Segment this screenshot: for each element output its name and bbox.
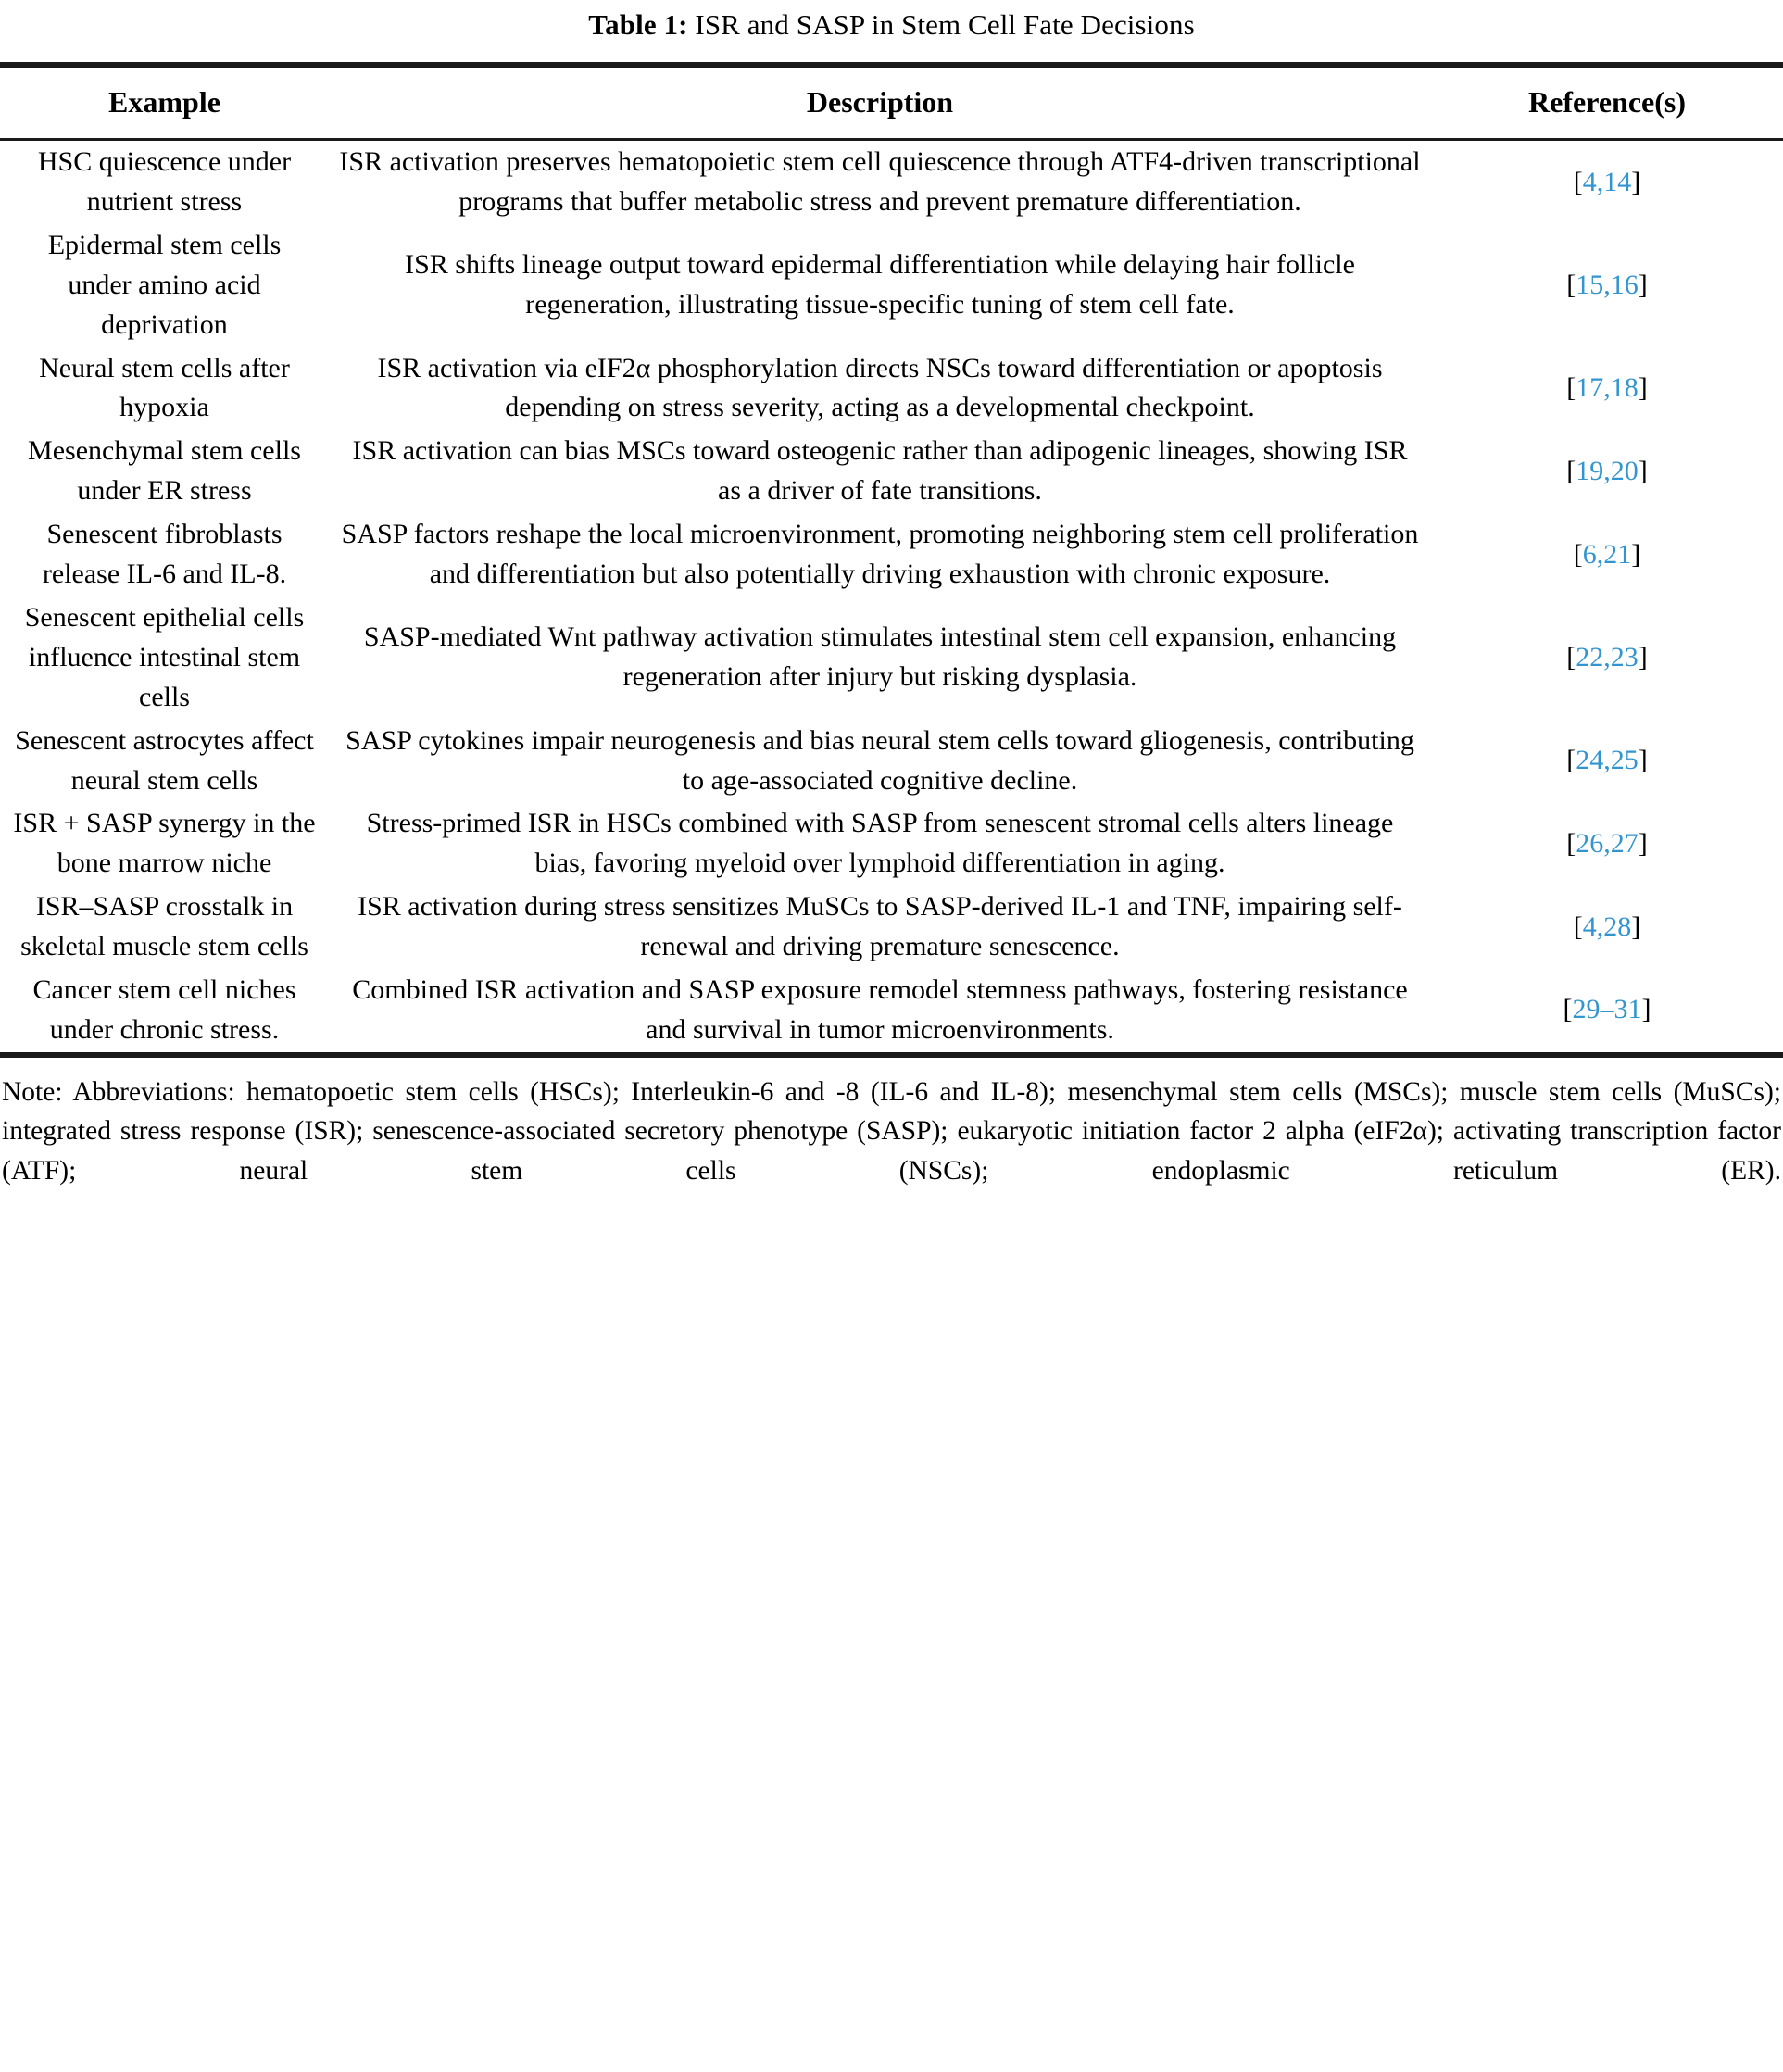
table-row — [0, 596, 1783, 720]
header-row — [0, 68, 1783, 138]
table-row — [0, 802, 1783, 885]
reference-bracket-open: [ — [1566, 372, 1576, 404]
column-header-example: Example — [108, 84, 220, 119]
reference-link[interactable]: 24,25 — [1576, 745, 1639, 776]
cell-description: ISR activation during stress sensitizes MuSCs to SASP-derived IL-1 and TNF, impairing self-renewal and driving premature senescence. — [358, 891, 1402, 962]
cell-example: Mesenchymal stem cells under ER stress — [28, 435, 301, 507]
cell-example: Senescent fibroblasts release IL-6 and IL-8. — [42, 519, 287, 590]
reference-link[interactable]: 4,14 — [1582, 166, 1632, 197]
reference-link[interactable]: 19,20 — [1576, 455, 1639, 486]
caption-title: ISR and SASP in Stem Cell Fate Decisions — [687, 8, 1195, 41]
cell-example: Epidermal stem cells under amino acid deprivation — [47, 229, 282, 340]
cell-description: SASP cytokines impair neurogenesis and bias neural stem cells toward gliogenesis, contributing to age-associated cognitive decline. — [345, 724, 1414, 796]
reference-bracket-close: ] — [1638, 745, 1648, 776]
reference-link[interactable]: 17,18 — [1576, 372, 1639, 404]
reference-bracket-open: [ — [1573, 538, 1583, 570]
reference-bracket-open: [ — [1563, 994, 1573, 1025]
table-row — [0, 347, 1783, 431]
table-row — [0, 224, 1783, 347]
reference-bracket-open: [ — [1566, 455, 1576, 486]
reference-link[interactable]: 4,28 — [1582, 910, 1632, 942]
cell-example: Senescent epithelial cells influence intestinal stem cells — [24, 601, 305, 712]
cell-reference — [1431, 720, 1783, 803]
cell-reference — [1431, 347, 1783, 431]
cell-reference — [1431, 969, 1783, 1052]
table-caption — [0, 0, 1783, 57]
data-table-body — [0, 141, 1783, 1052]
reference-bracket-close: ] — [1638, 455, 1648, 486]
cell-example: Senescent astrocytes affect neural stem cells — [15, 724, 314, 796]
cell-description: ISR activation can bias MSCs toward osteogenic rather than adipogenic lineages, showing ISR as a driver of fate transitions. — [352, 435, 1408, 507]
reference-bracket-open: [ — [1566, 269, 1576, 300]
cell-reference — [1431, 885, 1783, 969]
reference-bracket-close: ] — [1638, 269, 1648, 300]
table-row — [0, 720, 1783, 803]
cell-example: Neural stem cells after hypoxia — [39, 352, 290, 423]
reference-bracket-close: ] — [1631, 910, 1641, 942]
table-head — [0, 68, 1783, 138]
reference-bracket-open: [ — [1573, 910, 1583, 942]
cell-description: Stress-primed ISR in HSCs combined with SASP from senescent stromal cells alters lineage bias, favoring myeloid over lymphoid differentiation in aging. — [366, 808, 1394, 879]
table-row — [0, 885, 1783, 969]
reference-bracket-open: [ — [1566, 827, 1576, 859]
cell-reference — [1431, 430, 1783, 513]
cell-description: SASP-mediated Wnt pathway activation stimulates intestinal stem cell expansion, enhancing regeneration after injury but risking dysplasia. — [363, 622, 1397, 693]
reference-bracket-open: [ — [1573, 166, 1583, 197]
reference-bracket-close: ] — [1638, 641, 1648, 672]
reference-bracket-close: ] — [1641, 994, 1651, 1025]
cell-description: Combined ISR activation and SASP exposure remodel stemness pathways, fostering resistance and survival in tumor microenvironments. — [352, 973, 1408, 1045]
reference-bracket-close: ] — [1631, 166, 1641, 197]
cell-reference — [1431, 802, 1783, 885]
cell-example: ISR–SASP crosstalk in skeletal muscle stem cells — [20, 891, 308, 962]
cell-example: ISR + SASP synergy in the bone marrow niche — [13, 808, 316, 879]
table-row — [0, 430, 1783, 513]
table-row — [0, 513, 1783, 596]
cell-reference — [1431, 513, 1783, 596]
cell-reference — [1431, 596, 1783, 720]
reference-bracket-close: ] — [1638, 827, 1648, 859]
table-row — [0, 969, 1783, 1052]
data-table — [0, 68, 1783, 138]
table-note: Note: Abbreviations: hematopoetic stem cells (HSCs); Interleukin-6 and -8 (IL-6 and IL-8); mesenchymal stem cells (MSCs); muscle stem cells (MuSCs); integrated stress response (ISR); senescence-associated secretory phenotype (SASP); eukaryotic initiation factor 2 alpha (eIF2α); activating transcription factor (ATF); neural stem cells (NSCs); endoplasmic reticulum (ER). — [2, 1076, 1781, 1186]
reference-link[interactable]: 15,16 — [1576, 269, 1639, 300]
reference-bracket-close: ] — [1638, 372, 1648, 404]
table-row — [0, 141, 1783, 224]
cell-example: HSC quiescence under nutrient stress — [37, 146, 292, 218]
caption-label: Table 1: — [588, 8, 688, 41]
column-header-reference: Reference(s) — [1528, 84, 1686, 119]
reference-bracket-open: [ — [1566, 641, 1576, 672]
cell-description: SASP factors reshape the local microenvironment, promoting neighboring stem cell proliferation and differentiation but also potentially driving exhaustion with chronic exposure. — [341, 519, 1419, 590]
cell-example: Cancer stem cell niches under chronic stress. — [32, 973, 296, 1045]
reference-link[interactable]: 22,23 — [1576, 641, 1639, 672]
table-body — [0, 141, 1783, 1052]
column-header-description: Description — [806, 84, 954, 119]
cell-reference — [1431, 141, 1783, 224]
cell-description: ISR shifts lineage output toward epidermal differentiation while delaying hair follicle regeneration, illustrating tissue-specific tuning of stem cell fate. — [405, 249, 1355, 320]
cell-description: ISR activation preserves hematopoietic stem cell quiescence through ATF4-driven transcriptional programs that buffer metabolic stress and prevent premature differentiation. — [339, 146, 1421, 218]
cell-reference — [1431, 224, 1783, 347]
reference-bracket-open: [ — [1566, 745, 1576, 776]
reference-link[interactable]: 6,21 — [1582, 538, 1632, 570]
cell-description: ISR activation via eIF2α phosphorylation directs NSCs toward differentiation or apoptosis depending on stress severity, acting as a developmental checkpoint. — [377, 352, 1383, 423]
reference-link[interactable]: 29–31 — [1572, 994, 1642, 1025]
reference-bracket-close: ] — [1631, 538, 1641, 570]
reference-link[interactable]: 26,27 — [1576, 827, 1639, 859]
